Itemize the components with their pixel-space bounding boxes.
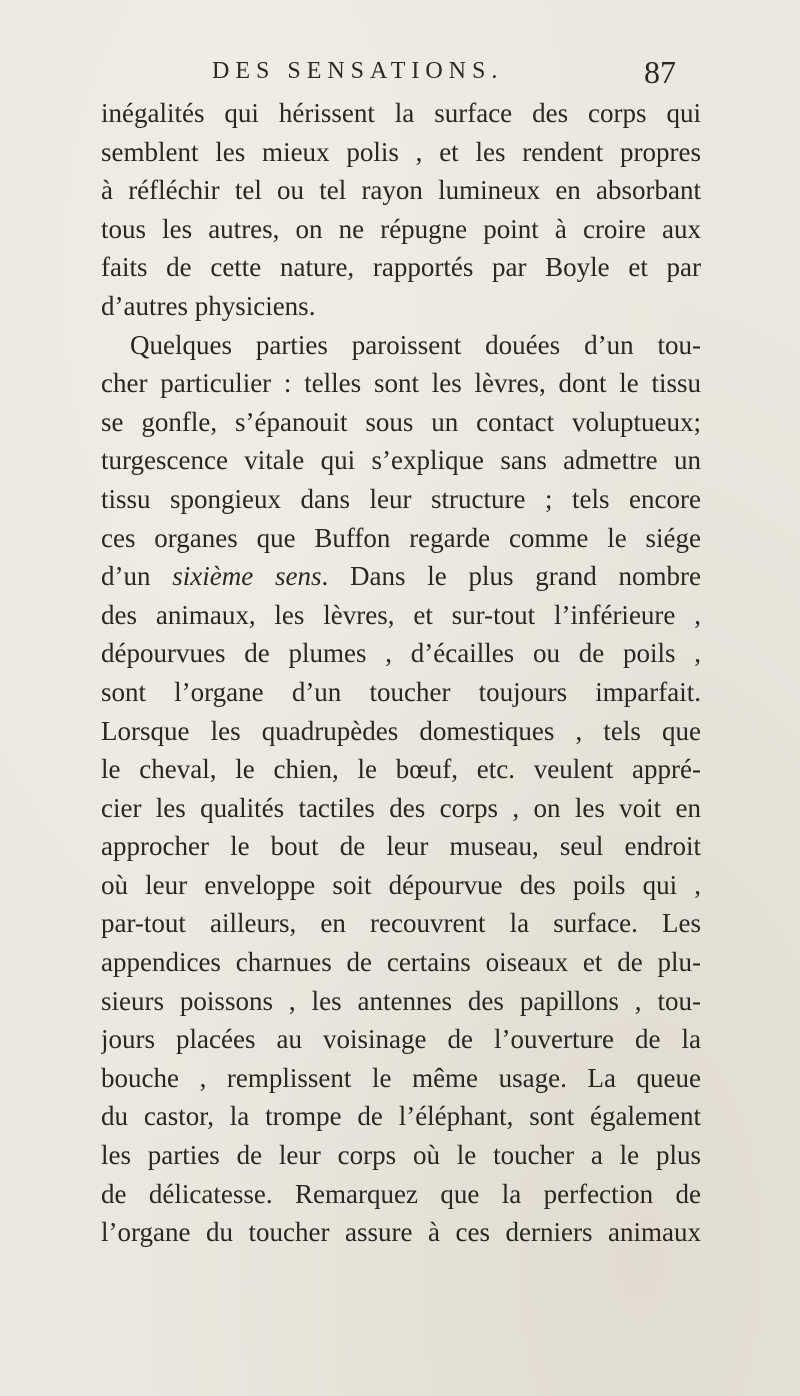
italic-phrase: sixième sens — [172, 561, 322, 592]
text-line: bouche , remplissent le même usage. La queue — [101, 1062, 701, 1093]
running-head: DES SENSATIONS. — [212, 58, 504, 84]
text-line: le cheval, le chien, le bœuf, etc. veulent appré- — [101, 754, 701, 785]
text-line: cier les qualités tactiles des corps , on les voit en — [101, 792, 701, 823]
text-line: à réfléchir tel ou tel rayon lumineux en absorbant — [101, 175, 701, 206]
text-line: d’autres physiciens. — [101, 290, 316, 321]
text-line: turgescence vitale qui s’explique sans admettre un — [101, 445, 701, 476]
body-text — [101, 94, 701, 1252]
text-line-with-italic: d’un sixième sens. Dans le plus grand nombre — [101, 561, 701, 592]
text-line: se gonfle, s’épanouit sous un contact voluptueux; — [101, 406, 701, 437]
text-line: du castor, la trompe de l’éléphant, sont également — [101, 1101, 701, 1132]
text-line: jours placées au voisinage de l’ouverture de la — [101, 1024, 701, 1055]
text-line: Quelques parties paroissent douées d’un tou- — [130, 329, 701, 360]
page-number: 87 — [644, 54, 676, 90]
text-line: dépourvues de plumes , d’écailles ou de poils , — [101, 638, 701, 669]
text-line: ces organes que Buffon regarde comme le siége — [101, 522, 701, 553]
text-line: inégalités qui hérissent la surface des corps qui — [101, 98, 701, 128]
text-line: tissu spongieux dans leur structure ; tels encore — [101, 483, 701, 514]
text-line: approcher le bout de leur museau, seul endroit — [101, 831, 701, 862]
text-line: faits de cette nature, rapportés par Boyle et par — [101, 252, 701, 283]
text-line: sieurs poissons , les antennes des papillons , tou- — [101, 985, 701, 1016]
text-line: où leur enveloppe soit dépourvue des poils qui , — [101, 869, 701, 900]
text-line: par-tout ailleurs, en recouvrent la surface. Les — [101, 908, 701, 939]
text-line: appendices charnues de certains oiseaux et de plu- — [101, 947, 701, 978]
text-line: semblent les mieux polis , et les rendent propres — [101, 136, 701, 167]
text-line: cher particulier : telles sont les lèvres, dont le tissu — [101, 368, 701, 399]
text-line: des animaux, les lèvres, et sur-tout l’inférieure , — [101, 599, 701, 630]
text-line: sont l’organe d’un toucher toujours imparfait. — [101, 676, 701, 707]
text-line: les parties de leur corps où le toucher a le plus — [101, 1140, 701, 1171]
text-line: tous les autres, on ne répugne point à croire aux — [101, 213, 701, 244]
text-line: Lorsque les quadrupèdes domestiques , tels que — [101, 715, 701, 746]
text-line: l’organe du toucher assure à ces derniers animaux — [101, 1217, 701, 1248]
text-line: de délicatesse. Remarquez que la perfection de — [101, 1178, 701, 1209]
